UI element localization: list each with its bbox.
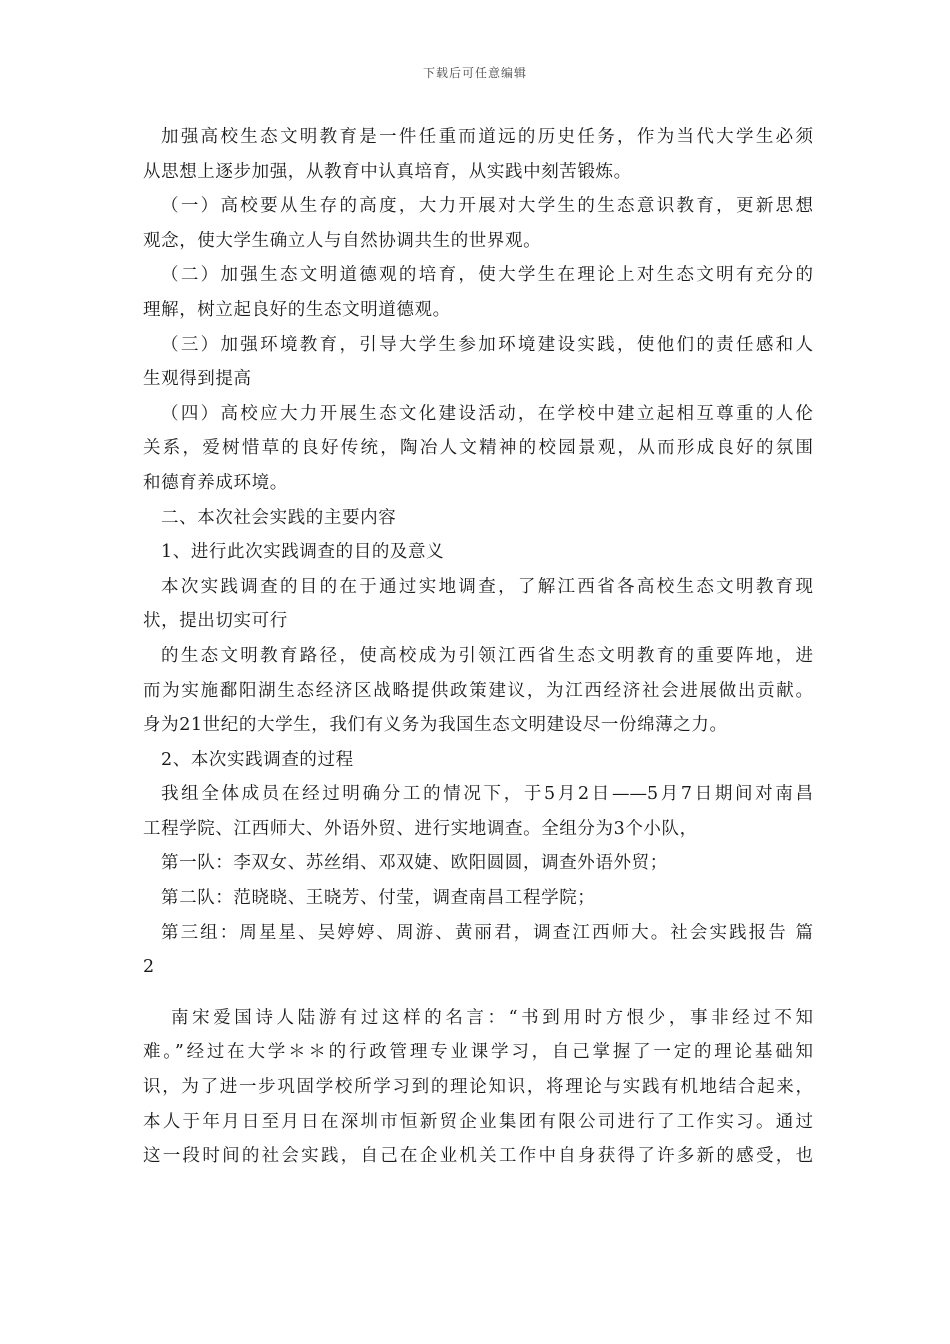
text-line: 的生态文明教育路径，使高校成为引领江西省生态文明教育的重要阵地，进 [161,645,813,666]
text-line: 而为实施鄱阳湖生态经济区战略提供政策建议，为江西经济社会进展做出贡献。 [143,680,813,701]
text-line: 难。”经过在大学＊＊的行政管理专业课学习，自己掌握了一定的理论基础知 [143,1042,813,1063]
document-body [143,120,813,1174]
text-line: 本人于年月日至月日在深圳市恒新贸企业集团有限公司进行了工作实习。通过 [143,1111,813,1132]
text-line: （四）高校应大力开展生态文化建设活动，在学校中建立起相互尊重的人伦 [161,403,813,424]
text-line: 从思想上逐步加强，从教育中认真培育，从实践中刻苦锻炼。 [143,161,632,182]
text-line: （二）加强生态文明道德观的培育，使大学生在理论上对生态文明有充分的 [161,265,813,286]
text-line: （一）高校要从生存的高度，大力开展对大学生的生态意识教育，更新思想 [161,196,813,217]
text-line: 身为21世纪的大学生，我们有义务为我国生态文明建设尽一份绵薄之力。 [143,715,728,736]
text-line: 这一段时间的社会实践，自己在企业机关工作中自身获得了许多新的感受，也 [143,1146,813,1167]
text-line: 本次实践调查的目的在于通过实地调查，了解江西省各高校生态文明教育现 [161,576,813,597]
text-line: 识，为了进一步巩固学校所学习到的理论知识，将理论与实践有机地结合起来， [143,1077,813,1098]
text-line: 关系，爱树惜草的良好传统，陶冶人文精神的校园景观，从而形成良好的氛围 [143,438,813,459]
subsection-heading: 2、本次实践调查的过程 [161,749,354,770]
paragraph-gap [143,985,813,1001]
page-header-note: 下载后可任意编辑 [422,66,527,80]
text-line: 第一队：李双女、苏丝绢、邓双婕、欧阳圆圆，调查外语外贸； [161,853,668,874]
text-line: 理解，树立起良好的生态文明道德观。 [143,299,451,320]
text-line: （三）加强环境教育，引导大学生参加环境建设实践，使他们的责任感和人 [161,334,813,355]
text-line: 2 [143,957,155,978]
text-line: 观念，使大学生确立人与自然协调共生的世界观。 [143,230,542,251]
text-line: 第二队：范晓晓、王晓芳、付莹，调查南昌工程学院； [161,888,596,909]
text-line: 加强高校生态文明教育是一件任重而道远的历史任务，作为当代大学生必须 [161,127,813,147]
text-line: 状，提出切实可行 [143,611,288,632]
subsection-heading: 1、进行此次实践调查的目的及意义 [161,542,445,563]
text-line: 我组全体成员在经过明确分工的情况下，于5月2日——5月7日期间对南昌 [161,784,813,805]
section-heading: 二、本次社会实践的主要内容 [161,507,397,528]
text-line: 工程学院、江西师大、外语外贸、进行实地调查。全组分为3个小队， [143,818,698,839]
text-line: 南宋爱国诗人陆游有过这样的名言：“书到用时方恨少，事非经过不知 [171,1007,813,1028]
text-line: 第三组：周星星、吴婷婷、周游、黄丽君，调查江西师大。社会实践报告 篇 [161,922,813,943]
text-line: 生观得到提高 [143,369,252,390]
text-line: 和德育养成环境。 [143,472,288,493]
